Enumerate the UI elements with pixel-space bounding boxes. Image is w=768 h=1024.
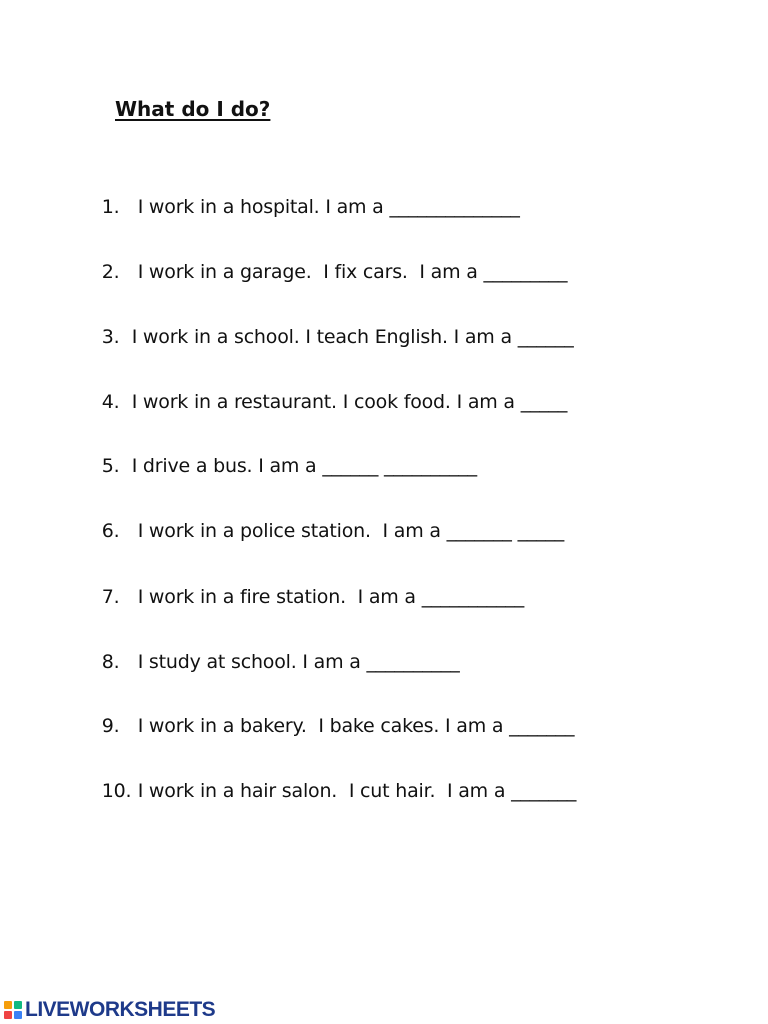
question-text: I work in a school. I teach English. I am a ______ xyxy=(131,326,574,348)
question-text: I study at school. I am a __________ xyxy=(137,651,460,673)
question-number: 2. xyxy=(101,261,120,283)
question-2 xyxy=(90,236,567,284)
question-7 xyxy=(90,561,524,609)
question-number: 5. xyxy=(101,455,120,477)
question-3 xyxy=(90,301,574,349)
logo-text: LIVEWORKSHEETS xyxy=(25,998,216,1021)
question-8 xyxy=(90,626,460,674)
question-number: 9. xyxy=(101,715,120,737)
question-9 xyxy=(90,690,574,738)
worksheet-title: What do I do? xyxy=(115,97,271,121)
question-5 xyxy=(90,430,477,478)
question-4 xyxy=(90,366,567,414)
question-6 xyxy=(90,495,564,543)
question-number: 1. xyxy=(101,196,120,218)
question-number: 7. xyxy=(101,586,120,608)
question-text: I work in a hair salon. I cut hair. I am a _______ xyxy=(137,780,577,802)
question-text: I work in a police station. I am a _______ _____ xyxy=(137,520,565,542)
question-number: 8. xyxy=(101,651,120,673)
question-10 xyxy=(90,755,576,803)
question-1 xyxy=(90,171,520,219)
question-text: I work in a garage. I fix cars. I am a _________ xyxy=(137,261,568,283)
question-text: I work in a restaurant. I cook food. I am a _____ xyxy=(131,391,568,413)
question-text: I drive a bus. I am a ______ __________ xyxy=(131,455,477,477)
question-number: 4. xyxy=(101,391,120,413)
liveworksheets-logo-icon xyxy=(4,1001,22,1019)
question-number: 10. xyxy=(101,780,132,802)
liveworksheets-logo[interactable] xyxy=(4,997,215,1023)
question-text: I work in a hospital. I am a ______________ xyxy=(137,196,520,218)
question-text: I work in a fire station. I am a ___________ xyxy=(137,586,525,608)
question-number: 6. xyxy=(101,520,120,542)
question-text: I work in a bakery. I bake cakes. I am a _______ xyxy=(137,715,575,737)
question-number: 3. xyxy=(101,326,120,348)
